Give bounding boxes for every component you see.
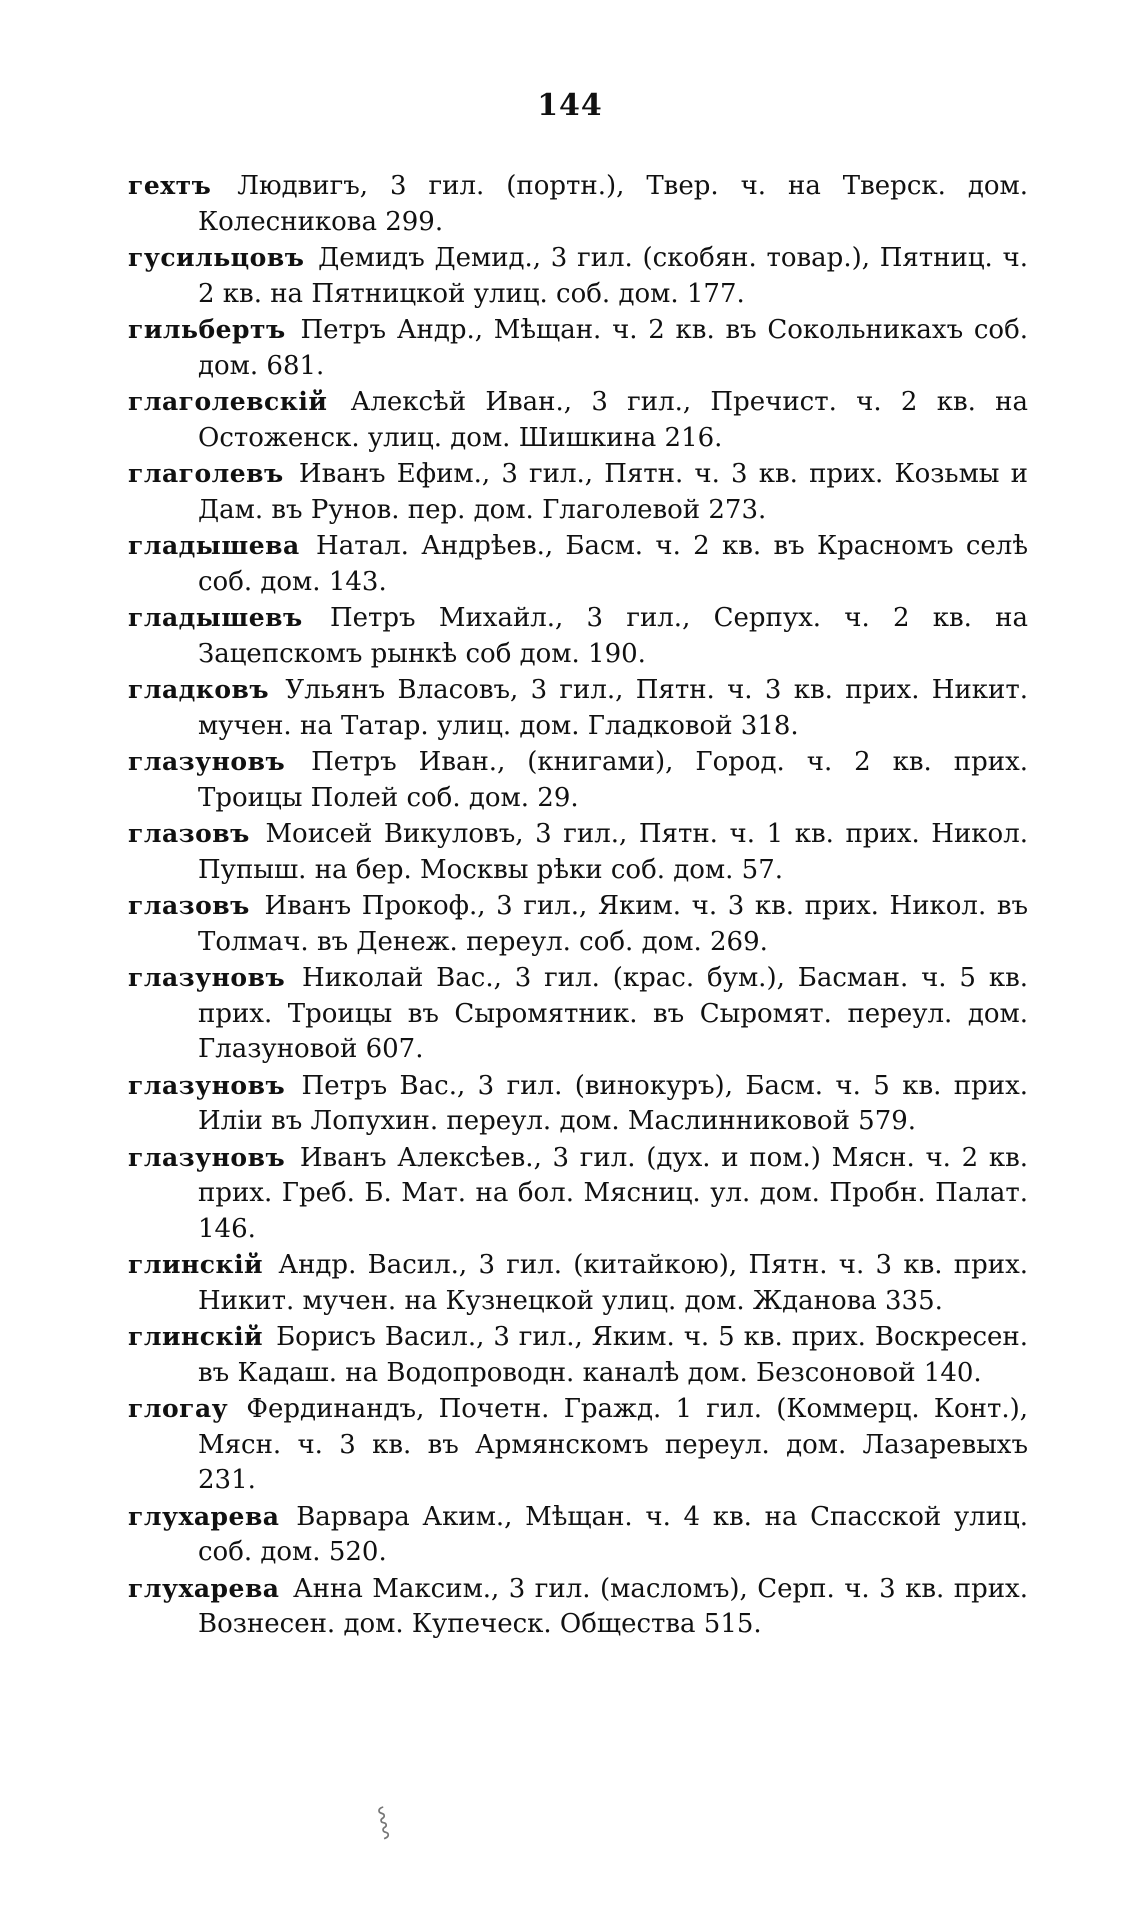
directory-entry [128, 816, 1028, 888]
entry-surname: гладышевъ [128, 603, 303, 632]
entry-surname: гильбертъ [128, 315, 286, 344]
entry-details: Иванъ Прокоф., 3 гил., Яким. ч. 3 кв. прих. Никол. въ Толмач. въ Денеж. переул. соб. дом. 269. [198, 891, 1029, 957]
directory-entry [128, 1140, 1028, 1248]
entry-details: Демидъ Демид., 3 гил. (скобян. товар.), Пятниц. ч. 2 кв. на Пятницкой улиц. соб. дом. 177. [198, 243, 1028, 309]
entry-surname: глазуновъ [128, 1070, 286, 1100]
entry-surname: глазуновъ [128, 747, 286, 776]
directory-entry [128, 1319, 1028, 1391]
directory-entry [128, 528, 1028, 600]
entry-details: Борисъ Васил., 3 гил., Яким. ч. 5 кв. прих. Воскресен. въ Кадаш. на Водопроводн. каналѣ дом. Безсоновой 140. [198, 1322, 1029, 1388]
entry-details: Петръ Вас., 3 гил. (винокуръ), Басм. ч. 5 кв. прих. Иліи въ Лопухин. переул. дом. Маслинниковой 579. [198, 1070, 1028, 1136]
entry-details: Фердинандъ, Почетн. Гражд. 1 гил. (Коммерц. Конт.), Мясн. ч. 3 кв. въ Армянскомъ переул. дом. Лазаревыхъ 231. [198, 1394, 1029, 1495]
directory-entry [128, 1571, 1028, 1643]
entry-details: Иванъ Ефим., 3 гил., Пятн. ч. 3 кв. прих. Козьмы и Дам. въ Рунов. пер. дом. Глаголевой 273. [198, 459, 1028, 525]
entry-details: Моисей Викуловъ, 3 гил., Пятн. ч. 1 кв. прих. Никол. Пупыш. на бер. Москвы рѣки соб. дом. 57. [198, 819, 1028, 885]
entry-details: Людвигъ, 3 гил. (портн.), Твер. ч. на Тверск. дом. Колесникова 299. [198, 171, 1029, 237]
directory-entry [128, 672, 1028, 744]
directory-entry [128, 744, 1028, 816]
entry-surname: гладышева [128, 531, 300, 560]
entry-surname: глогау [128, 1394, 229, 1423]
entry-details: Иванъ Алексѣев., 3 гил. (дух. и пом.) Мясн. ч. 2 кв. прих. Греб. Б. Мат. на бол. Мясниц. ул. дом. Пробн. Палат. 146. [198, 1142, 1028, 1244]
entry-surname: глаголевскій [128, 387, 328, 416]
entry-surname: глазовъ [128, 891, 250, 920]
entry-surname: глазуновъ [128, 963, 286, 992]
pencil-mark-icon: ⸾ [374, 1803, 392, 1838]
directory-entry [128, 456, 1028, 528]
directory-entry [128, 1499, 1028, 1571]
entry-details: Петръ Андр., Мѣщан. ч. 2 кв. въ Сокольникахъ соб. дом. 681. [198, 315, 1028, 381]
directory-entry [128, 1247, 1028, 1319]
entry-surname: гладковъ [128, 675, 270, 704]
directory-entry [128, 240, 1028, 312]
entry-surname: глазуновъ [128, 1142, 286, 1172]
directory-entry [128, 888, 1028, 960]
directory-entry [128, 1391, 1028, 1499]
entry-surname: глинскій [128, 1250, 264, 1279]
entry-details: Петръ Михайл., 3 гил., Серпух. ч. 2 кв. на Зацепскомъ рынкѣ соб дом. 190. [198, 603, 1029, 669]
entry-surname: глухарева [128, 1573, 280, 1603]
directory-entry [128, 1068, 1028, 1140]
directory-entries [128, 168, 1028, 1643]
entry-surname: гехтъ [128, 171, 212, 200]
entry-surname: глазовъ [128, 819, 250, 848]
entry-details: Ульянъ Власовъ, 3 гил., Пятн. ч. 3 кв. прих. Никит. мучен. на Татар. улиц. дом. Гладковой 318. [198, 675, 1029, 741]
entry-surname: глаголевъ [128, 459, 284, 488]
directory-entry [128, 960, 1028, 1068]
entry-details: Варвара Аким., Мѣщан. ч. 4 кв. на Спасской улиц. соб. дом. 520. [198, 1501, 1028, 1567]
directory-entry [128, 384, 1028, 456]
entry-details: Николай Вас., 3 гил. (крас. бум.), Басман. ч. 5 кв. прих. Троицы въ Сыромятник. въ Сыромят. переул. дом. Глазуновой 607. [198, 963, 1028, 1064]
entry-surname: глинскій [128, 1322, 264, 1351]
entry-details: Петръ Иван., (книгами), Город. ч. 2 кв. прих. Троицы Полей соб. дом. 29. [198, 747, 1028, 813]
page-number: 144 [537, 88, 603, 123]
directory-entry [128, 312, 1028, 384]
entry-details: Алексѣй Иван., 3 гил., Пречист. ч. 2 кв. на Остоженск. улиц. дом. Шишкина 216. [198, 387, 1029, 453]
entry-surname: гусильцовъ [128, 243, 305, 272]
entry-details: Анна Максим., 3 гил. (масломъ), Серп. ч. 3 кв. прих. Вознесен. дом. Купеческ. Общества 515. [198, 1573, 1028, 1639]
entry-details: Андр. Васил., 3 гил. (китайкою), Пятн. ч. 3 кв. прих. Никит. мучен. на Кузнецкой улиц. дом. Жданова 335. [198, 1250, 1029, 1316]
entry-surname: глухарева [128, 1501, 280, 1531]
entry-details: Натал. Андрѣев., Басм. ч. 2 кв. въ Красномъ селѣ соб. дом. 143. [198, 531, 1029, 597]
directory-entry [128, 168, 1028, 240]
directory-entry [128, 600, 1028, 672]
